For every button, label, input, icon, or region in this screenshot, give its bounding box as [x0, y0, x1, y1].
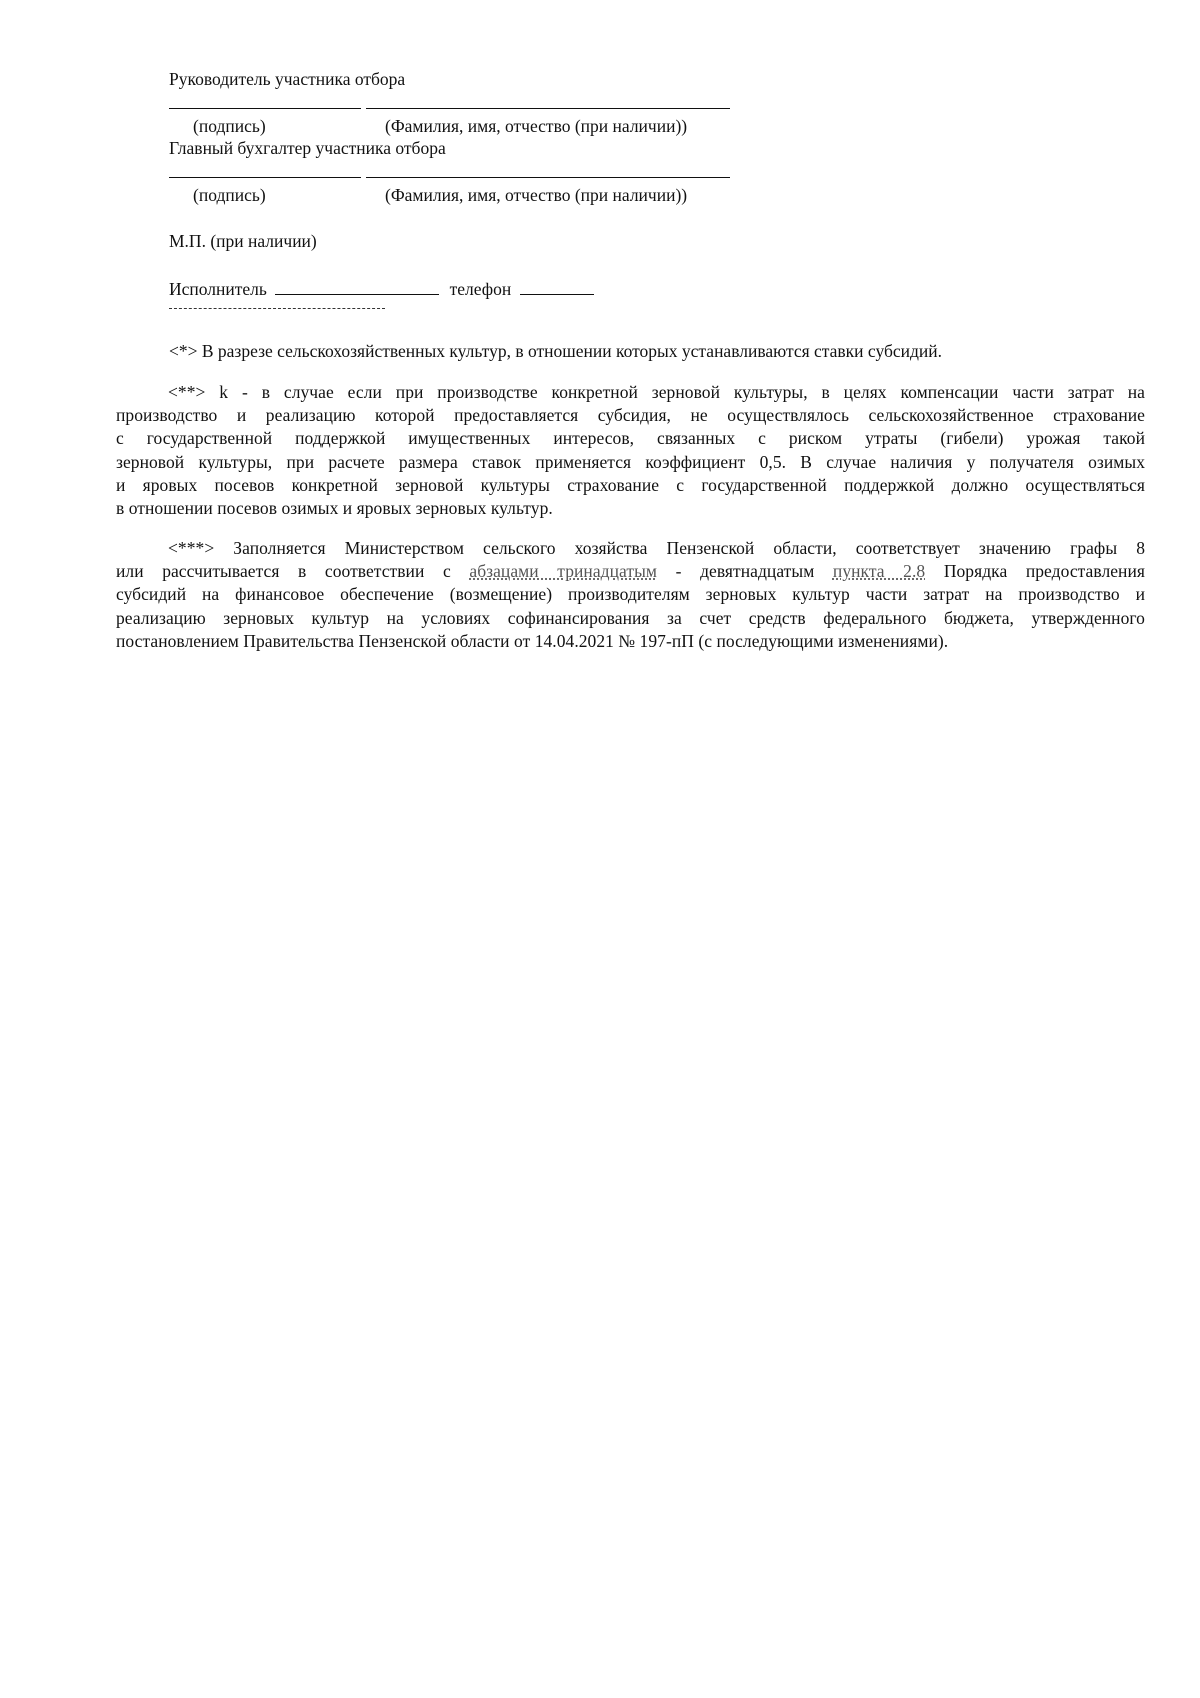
head-label: Руководитель участника отбора: [169, 69, 406, 89]
phone-label: телефон: [449, 279, 512, 299]
accountant-sign-caption: (подпись): [193, 185, 266, 205]
footnote-1: <*> В разрезе сельскохозяйственных культур, в отношении которых устанавливаются ставки субсидий.: [169, 341, 943, 361]
footnote-2-row: производство и реализацию которой предоставляется субсидия, не осуществлялось сельскохозяйственное страхование: [116, 405, 1145, 426]
footnote-2-row: в отношении посевов озимых и яровых зерновых культур.: [116, 498, 553, 519]
head-sign-caption: (подпись): [193, 116, 266, 136]
footnote-2-row: зерновой культуры, при расчете размера ставок применяется коэффициент 0,5. В случае наличия у получателя озимых: [116, 451, 1145, 472]
executor-blank: [275, 280, 439, 295]
footnote-2: [116, 381, 1145, 520]
accountant-name-line: [366, 177, 730, 178]
clause-2-8-link[interactable]: пункта 2.8: [832, 561, 926, 582]
executor-row: [169, 278, 594, 300]
phone-blank: [520, 280, 594, 295]
footnote-3-row: реализацию зерновых культур на условиях софинансирования за счет средств федерального бюджета, утвержденного: [116, 607, 1145, 628]
head-signature-line: [169, 108, 361, 109]
footnote-3-row: субсидий на финансовое обеспечение (возмещение) производителям зерновых культур части затрат на производство и: [116, 584, 1145, 605]
stamp-note: М.П. (при наличии): [169, 231, 317, 251]
footnote-3-row: постановлением Правительства Пензенской области от 14.04.2021 № 197-пП (с последующими изменениями).: [116, 630, 949, 651]
accountant-name-caption: (Фамилия, имя, отчество (при наличии)): [385, 185, 688, 205]
head-name-caption: (Фамилия, имя, отчество (при наличии)): [385, 116, 688, 136]
accountant-label: Главный бухгалтер участника отбора: [169, 138, 446, 158]
footnote-separator: [169, 308, 385, 309]
head-name-line: [366, 108, 730, 109]
footnote-2-row: с государственной поддержкой имущественных интересов, связанных с риском утраты (гибели) урожая такой: [116, 428, 1145, 449]
footnote-3: [116, 537, 1145, 653]
accountant-signature-line: [169, 177, 361, 178]
footnote-3-row-links: или рассчитывается в соответствии с абзацами тринадцатым - девятнадцатым пункта 2.8 Порядка предоставления: [116, 561, 1145, 582]
executor-label: Исполнитель: [169, 279, 267, 299]
footnote-3-row: <***> Заполняется Министерством сельского хозяйства Пензенской области, соответствует значению графы 8: [168, 538, 1145, 558]
footnote-2-row: <**> k - в случае если при производстве конкретной зерновой культуры, в целях компенсации части затрат на: [168, 382, 1145, 402]
footnote-2-row: и яровых посевов конкретной зерновой культуры страхование с государственной поддержкой должно осуществляться: [116, 474, 1145, 495]
paragraph-13-link[interactable]: абзацами тринадцатым: [469, 561, 658, 582]
